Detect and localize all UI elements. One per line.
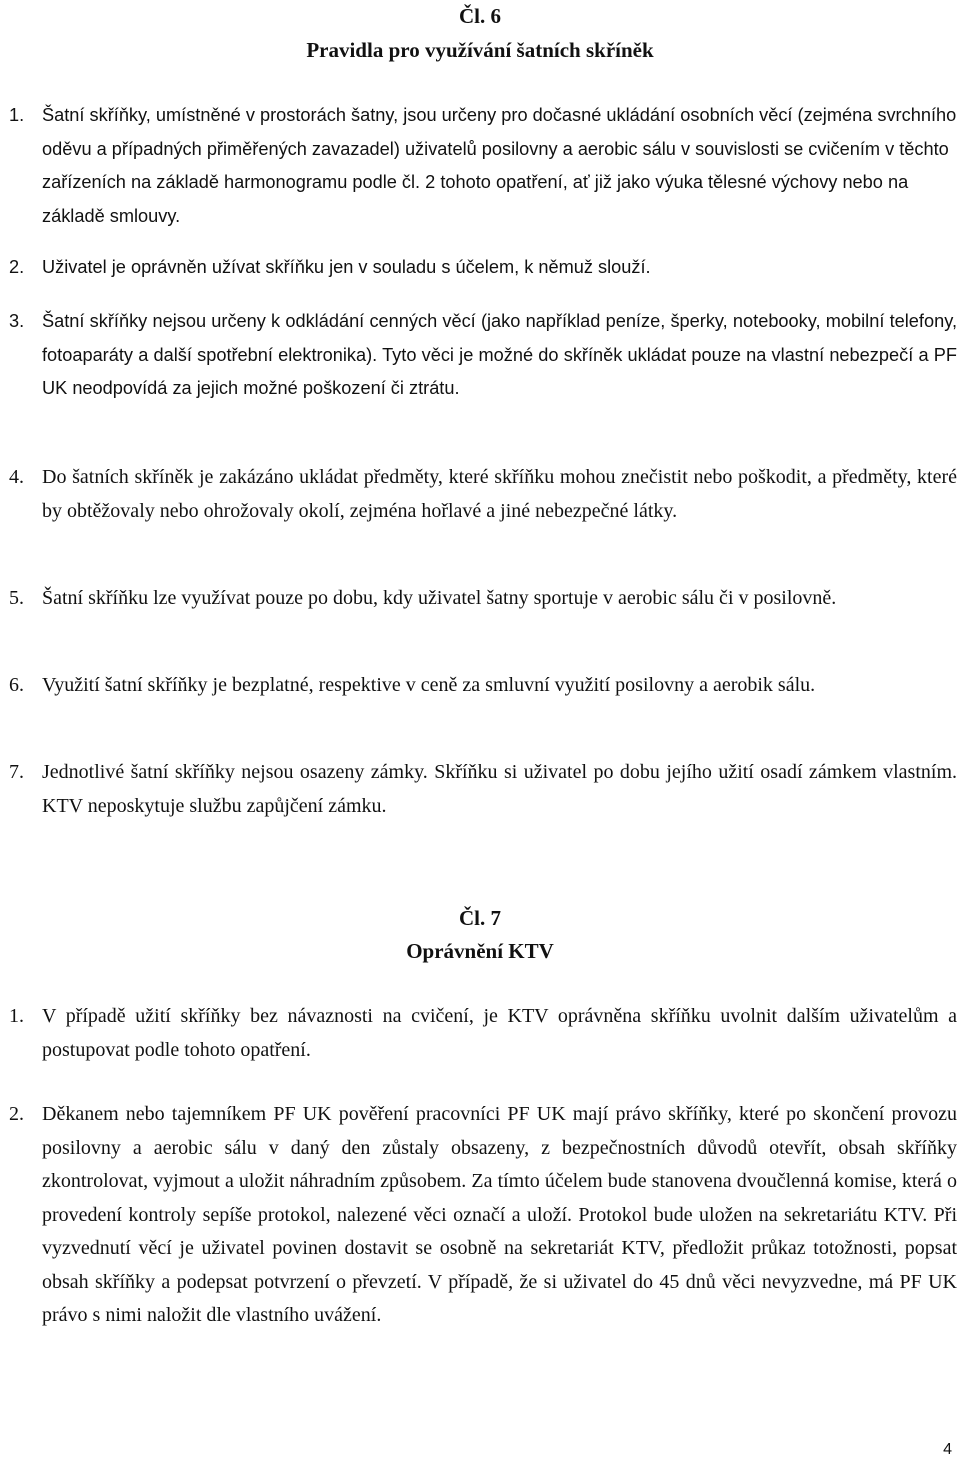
item-text: Děkanem nebo tajemníkem PF UK pověření pracovníci PF UK mají právo skříňky, které po skončení provozu posilovny a aerobic sálu v daný den zůstaly obsazeny, z bezpečnostních důvodů otevřít, obsah skříňky zkontrolovat, vyjmout a uložit náhradním způsobem. Za tímto účelem bude stanovena dvoučlenná komise, která o provedení kontroly sepíše protokol, nalezené věci označí a uloží. Protokol bude uložen na sekretariátu KTV. Při vyzvednutí věcí je uživatel povinen dostavit se osobně na sekretariát KTV, předložit průkaz totožnosti, popsat obsah skříňky a podepsat potvrzení o převzetí. V případě, že si uživatel do 45 dnů věci nevyzvedne, má PF UK právo s nimi naložit dle vlastního uvážení. xyxy=(42,1103,957,1326)
item-number: 7. xyxy=(9,761,24,783)
item-number: 1. xyxy=(9,105,25,125)
item-text: Využití šatní skříňky je bezplatné, respektive v ceně za smluvní využití posilovny a aerobik sálu. xyxy=(42,674,816,696)
section-6-number: Čl. 6 xyxy=(459,4,501,28)
section-7-item-1 xyxy=(9,1000,957,1067)
section-7-title: Oprávnění KTV xyxy=(406,939,554,963)
item-text: Do šatních skříněk je zakázáno ukládat předměty, které skříňku mohou znečistit nebo poškodit, a předměty, které by obtěžovaly nebo ohrožovaly okolí, zejména hořlavé a jiné nebezpečné látky. xyxy=(42,466,957,522)
item-text: V případě užití skříňky bez návaznosti na cvičení, je KTV oprávněna skříňku uvolnit dalším uživatelům a postupovat podle tohoto opatření. xyxy=(42,1005,957,1061)
section-6-item-4 xyxy=(9,461,957,528)
item-text: Šatní skříňku lze využívat pouze po dobu, kdy uživatel šatny sportuje v aerobic sálu či v posilovně. xyxy=(42,587,837,609)
section-7-item-2 xyxy=(9,1098,957,1333)
section-6-item-1 xyxy=(9,99,957,233)
section-6-item-2 xyxy=(9,251,957,285)
item-text: Jednotlivé šatní skříňky nejsou osazeny zámky. Skříňku si uživatel po dobu jejího užití osadí zámkem vlastním. KTV neposkytuje službu zapůjčení zámku. xyxy=(42,761,957,817)
item-number: 6. xyxy=(9,674,24,696)
page-number: 4 xyxy=(943,1441,952,1458)
section-6-item-3 xyxy=(9,305,957,406)
section-6-item-7 xyxy=(9,756,957,823)
item-number: 5. xyxy=(9,587,24,609)
item-number: 4. xyxy=(9,466,24,488)
item-number: 2. xyxy=(9,257,25,277)
item-number: 3. xyxy=(9,311,25,331)
item-number: 1. xyxy=(9,1005,24,1027)
item-text: Uživatel je oprávněn užívat skříňku jen v souladu s účelem, k němuž slouží. xyxy=(42,257,651,277)
section-6-item-5 xyxy=(9,582,957,616)
item-text: Šatní skříňky, umístněné v prostorách šatny, jsou určeny pro dočasné ukládání osobních věcí (zejména svrchního oděvu a případných přiměřených zavazadel) uživatelů posilovny a aerobic sálu v souvislosti se cvičením v těchto zařízeních na základě harmonogramu podle čl. 2 tohoto opatření, ať již jako výuka tělesné výchovy nebo na základě smlouvy. xyxy=(42,105,957,226)
section-6-title: Pravidla pro využívání šatních skříněk xyxy=(306,38,654,62)
section-7-number: Čl. 7 xyxy=(459,906,501,930)
item-number: 2. xyxy=(9,1103,24,1125)
item-text: Šatní skříňky nejsou určeny k odkládání cenných věcí (jako například peníze, šperky, notebooky, mobilní telefony, fotoaparáty a další spotřební elektronika). Tyto věci je možné do skříněk ukládat pouze na vlastní nebezpečí a PF UK neodpovídá za jejich možné poškození či ztrátu. xyxy=(42,311,957,398)
section-6-item-6 xyxy=(9,669,957,703)
